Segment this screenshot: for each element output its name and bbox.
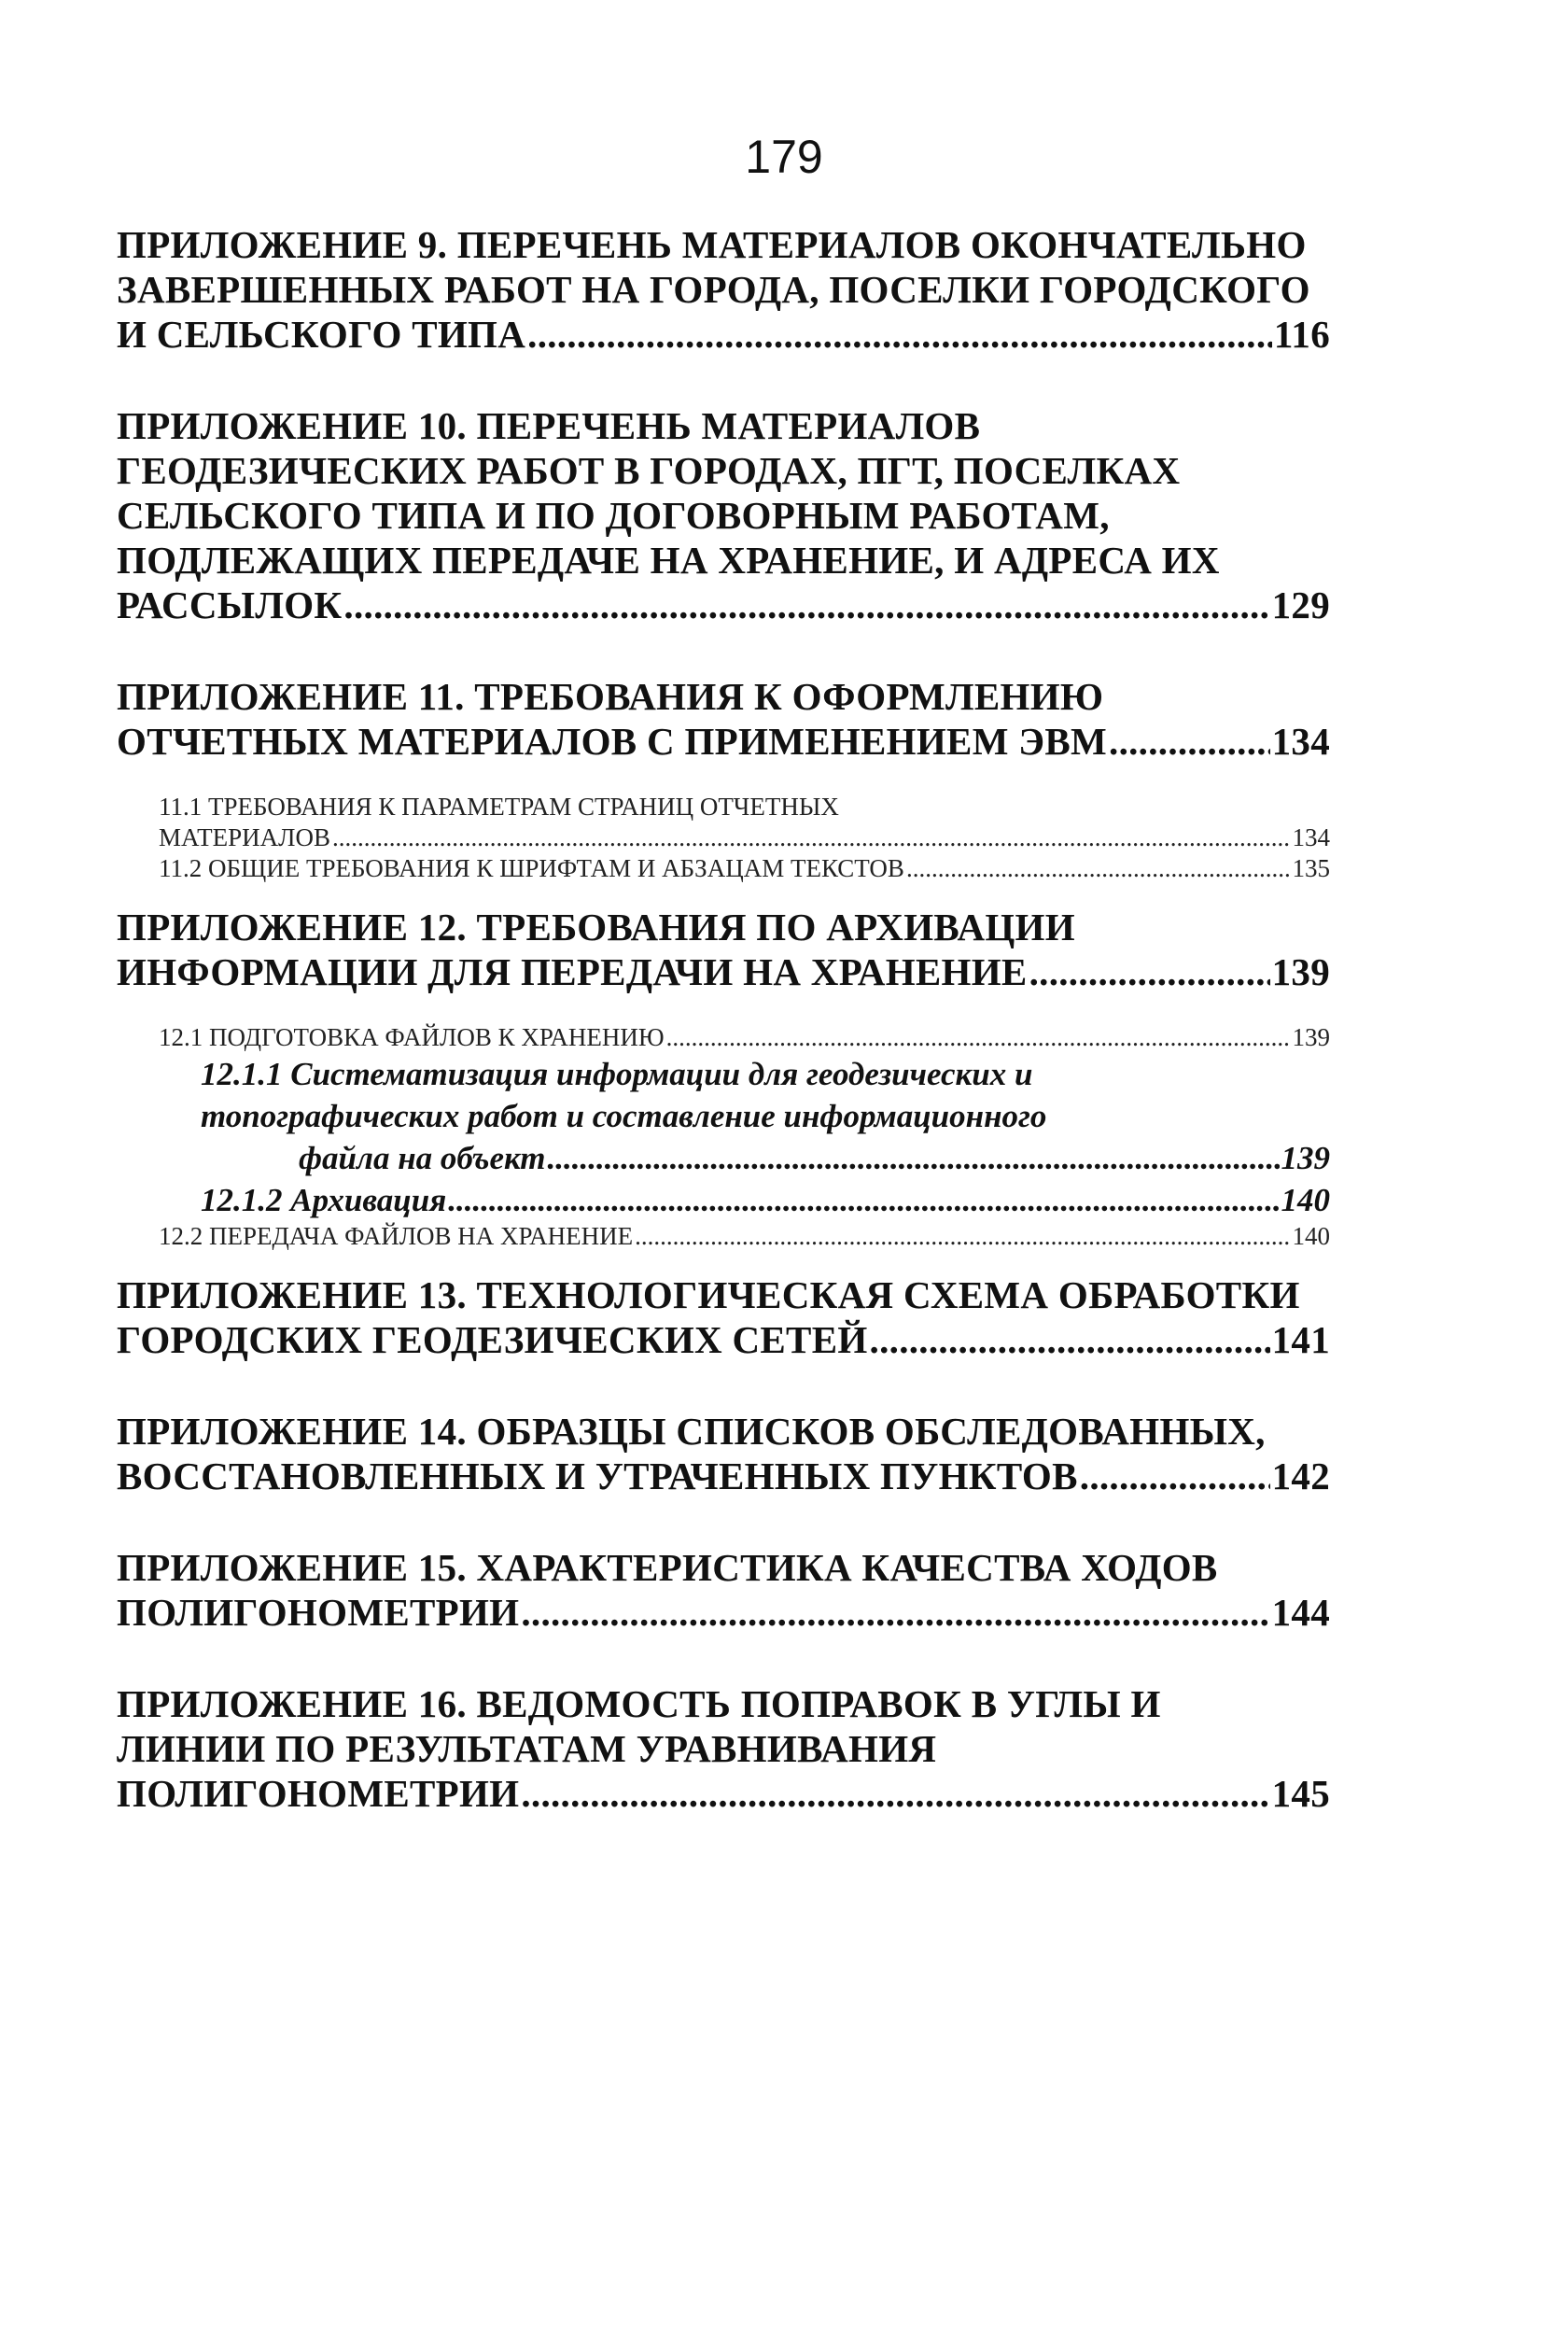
toc-entry-leader-row xyxy=(117,719,1330,764)
toc-subsubentry-12-1-2 xyxy=(117,1179,1330,1221)
toc-entry-appendix-10 xyxy=(117,403,1330,627)
dot-leader xyxy=(527,312,1272,357)
toc-page-number: 141 xyxy=(1271,1318,1330,1361)
toc-entry-line: ПРИЛОЖЕНИЕ 12. ТРЕБОВАНИЯ ПО АРХИВАЦИИ xyxy=(117,906,1075,949)
dot-leader xyxy=(448,1179,1279,1221)
toc-entry-title-end: 12.1 ПОДГОТОВКА ФАЙЛОВ К ХРАНЕНИЮ xyxy=(159,1023,665,1051)
toc-entry-line: ПРИЛОЖЕНИЕ 10. ПЕРЕЧЕНЬ МАТЕРИАЛОВ xyxy=(117,404,981,447)
toc-page-number: 140 xyxy=(1292,1222,1330,1250)
toc-entry-appendix-12 xyxy=(117,905,1330,994)
dot-leader xyxy=(1080,1454,1270,1498)
dot-leader xyxy=(343,583,1269,627)
toc-entry-line: 11.1 ТРЕБОВАНИЯ К ПАРАМЕТРАМ СТРАНИЦ ОТЧЕТНЫХ xyxy=(159,793,839,821)
toc-entry-title-end: ПОЛИГОНОМЕТРИИ xyxy=(117,1591,520,1634)
toc-page-number: 134 xyxy=(1292,823,1330,851)
toc-entry-leader-row xyxy=(117,312,1330,357)
toc-page-number: 134 xyxy=(1271,720,1330,763)
dot-leader xyxy=(635,1221,1290,1252)
toc-entry-leader-row xyxy=(117,1590,1330,1635)
toc-entry-line: ЛИНИИ ПО РЕЗУЛЬТАТАМ УРАВНИВАНИЯ xyxy=(117,1727,937,1770)
toc-entry-title-end: И СЕЛЬСКОГО ТИПА xyxy=(117,313,526,356)
toc-page-number: 129 xyxy=(1271,583,1330,626)
toc-entry-title-end: ВОССТАНОВЛЕННЫХ И УТРАЧЕННЫХ ПУНКТОВ xyxy=(117,1455,1078,1497)
toc-page-number: 142 xyxy=(1271,1455,1330,1497)
toc-entry-leader-row xyxy=(159,1022,1330,1053)
toc-entry-appendix-15 xyxy=(117,1545,1330,1635)
toc-entry-title-end: ОТЧЕТНЫХ МАТЕРИАЛОВ С ПРИМЕНЕНИЕМ ЭВМ xyxy=(117,720,1108,763)
toc-entry-appendix-14 xyxy=(117,1409,1330,1498)
toc-entry-line: ПРИЛОЖЕНИЕ 9. ПЕРЕЧЕНЬ МАТЕРИАЛОВ ОКОНЧАТЕЛЬНО xyxy=(117,223,1307,266)
toc-page-number: 116 xyxy=(1273,313,1330,356)
toc-entry-leader-row xyxy=(117,583,1330,627)
toc-entry-line: ПРИЛОЖЕНИЕ 14. ОБРАЗЦЫ СПИСКОВ ОБСЛЕДОВАННЫХ, xyxy=(117,1410,1266,1453)
dot-leader xyxy=(906,853,1291,884)
toc-entry-leader-row xyxy=(201,1179,1330,1221)
toc-entry-line: топографических работ и составление информационного xyxy=(201,1098,1047,1134)
toc-entry-line: ЗАВЕРШЕННЫХ РАБОТ НА ГОРОДА, ПОСЕЛКИ ГОРОДСКОГО xyxy=(117,268,1310,311)
toc-entry-title-end: ГОРОДСКИХ ГЕОДЕЗИЧЕСКИХ СЕТЕЙ xyxy=(117,1318,868,1361)
toc-subentry-12-2 xyxy=(117,1221,1330,1252)
toc-page-number: 140 xyxy=(1281,1182,1330,1218)
toc-entry-appendix-16 xyxy=(117,1681,1330,1816)
dot-leader xyxy=(521,1590,1269,1635)
toc-entry-title-end: ПОЛИГОНОМЕТРИИ xyxy=(117,1772,520,1815)
toc-entry-line: ПРИЛОЖЕНИЕ 13. ТЕХНОЛОГИЧЕСКАЯ СХЕМА ОБРАБОТКИ xyxy=(117,1273,1300,1316)
toc-entry-line: СЕЛЬСКОГО ТИПА И ПО ДОГОВОРНЫМ РАБОТАМ, xyxy=(117,494,1110,537)
toc-entry-title-end: 11.2 ОБЩИЕ ТРЕБОВАНИЯ К ШРИФТАМ И АБЗАЦАМ ТЕКСТОВ xyxy=(159,854,904,882)
toc-entry-line: ГЕОДЕЗИЧЕСКИХ РАБОТ В ГОРОДАХ, ПГТ, ПОСЕЛКАХ xyxy=(117,449,1181,492)
toc-subsubentry-12-1-1 xyxy=(117,1053,1330,1179)
toc-entry-title-end: ИНФОРМАЦИИ ДЛЯ ПЕРЕДАЧИ НА ХРАНЕНИЕ xyxy=(117,950,1028,993)
toc-page-number: 144 xyxy=(1271,1591,1330,1634)
toc-entry-appendix-9 xyxy=(117,222,1330,357)
dot-leader xyxy=(332,822,1291,853)
toc-entry-line: ПРИЛОЖЕНИЕ 16. ВЕДОМОСТЬ ПОПРАВОК В УГЛЫ И xyxy=(117,1682,1161,1725)
page-number: 179 xyxy=(745,131,823,183)
dot-leader xyxy=(666,1022,1291,1053)
toc-page-number: 139 xyxy=(1292,1023,1330,1051)
toc-page-number: 145 xyxy=(1271,1772,1330,1815)
toc-page-number: 139 xyxy=(1281,1140,1330,1176)
toc-entry-line: 12.1.1 Систематизация информации для геодезических и xyxy=(201,1056,1033,1092)
dot-leader xyxy=(521,1771,1269,1816)
toc-entry-title-end: 12.2 ПЕРЕДАЧА ФАЙЛОВ НА ХРАНЕНИЕ xyxy=(159,1222,634,1250)
toc-entry-line: ПРИЛОЖЕНИЕ 15. ХАРАКТЕРИСТИКА КАЧЕСТВА ХОДОВ xyxy=(117,1546,1218,1589)
dot-leader xyxy=(1109,719,1270,764)
toc-entry-title-end: 12.1.2 Архивация xyxy=(201,1182,447,1218)
toc-entry-leader-row xyxy=(159,853,1330,884)
dot-leader xyxy=(547,1137,1279,1179)
toc-entry-line: ПРИЛОЖЕНИЕ 11. ТРЕБОВАНИЯ К ОФОРМЛЕНИЮ xyxy=(117,675,1104,718)
toc-entry-appendix-13 xyxy=(117,1272,1330,1362)
toc-entry-title-end: РАССЫЛОК xyxy=(117,583,343,626)
toc-page-number: 139 xyxy=(1271,950,1330,993)
toc-entry-leader-row xyxy=(117,1771,1330,1816)
toc-entry-leader-row xyxy=(117,1454,1330,1498)
toc-entry-leader-row xyxy=(159,1221,1330,1252)
toc-entry-title-end: файла на объект xyxy=(299,1140,546,1176)
toc-entry-appendix-11 xyxy=(117,674,1330,764)
toc-entry-leader-row xyxy=(159,822,1330,853)
toc-subentry-12-1 xyxy=(117,1022,1330,1053)
dot-leader xyxy=(870,1317,1270,1362)
toc-page-number: 135 xyxy=(1292,854,1330,882)
toc-subentry-11-1 xyxy=(117,792,1330,853)
toc-subentry-11-2 xyxy=(117,853,1330,884)
toc-entry-leader-row xyxy=(117,949,1330,994)
toc-entry-leader-row xyxy=(201,1137,1330,1179)
dot-leader xyxy=(1029,949,1270,994)
toc-entry-line: ПОДЛЕЖАЩИХ ПЕРЕДАЧЕ НА ХРАНЕНИЕ, И АДРЕСА ИХ xyxy=(117,539,1220,582)
toc-entry-leader-row xyxy=(117,1317,1330,1362)
table-of-contents xyxy=(117,222,1330,1816)
toc-entry-title-end: МАТЕРИАЛОВ xyxy=(159,823,330,851)
